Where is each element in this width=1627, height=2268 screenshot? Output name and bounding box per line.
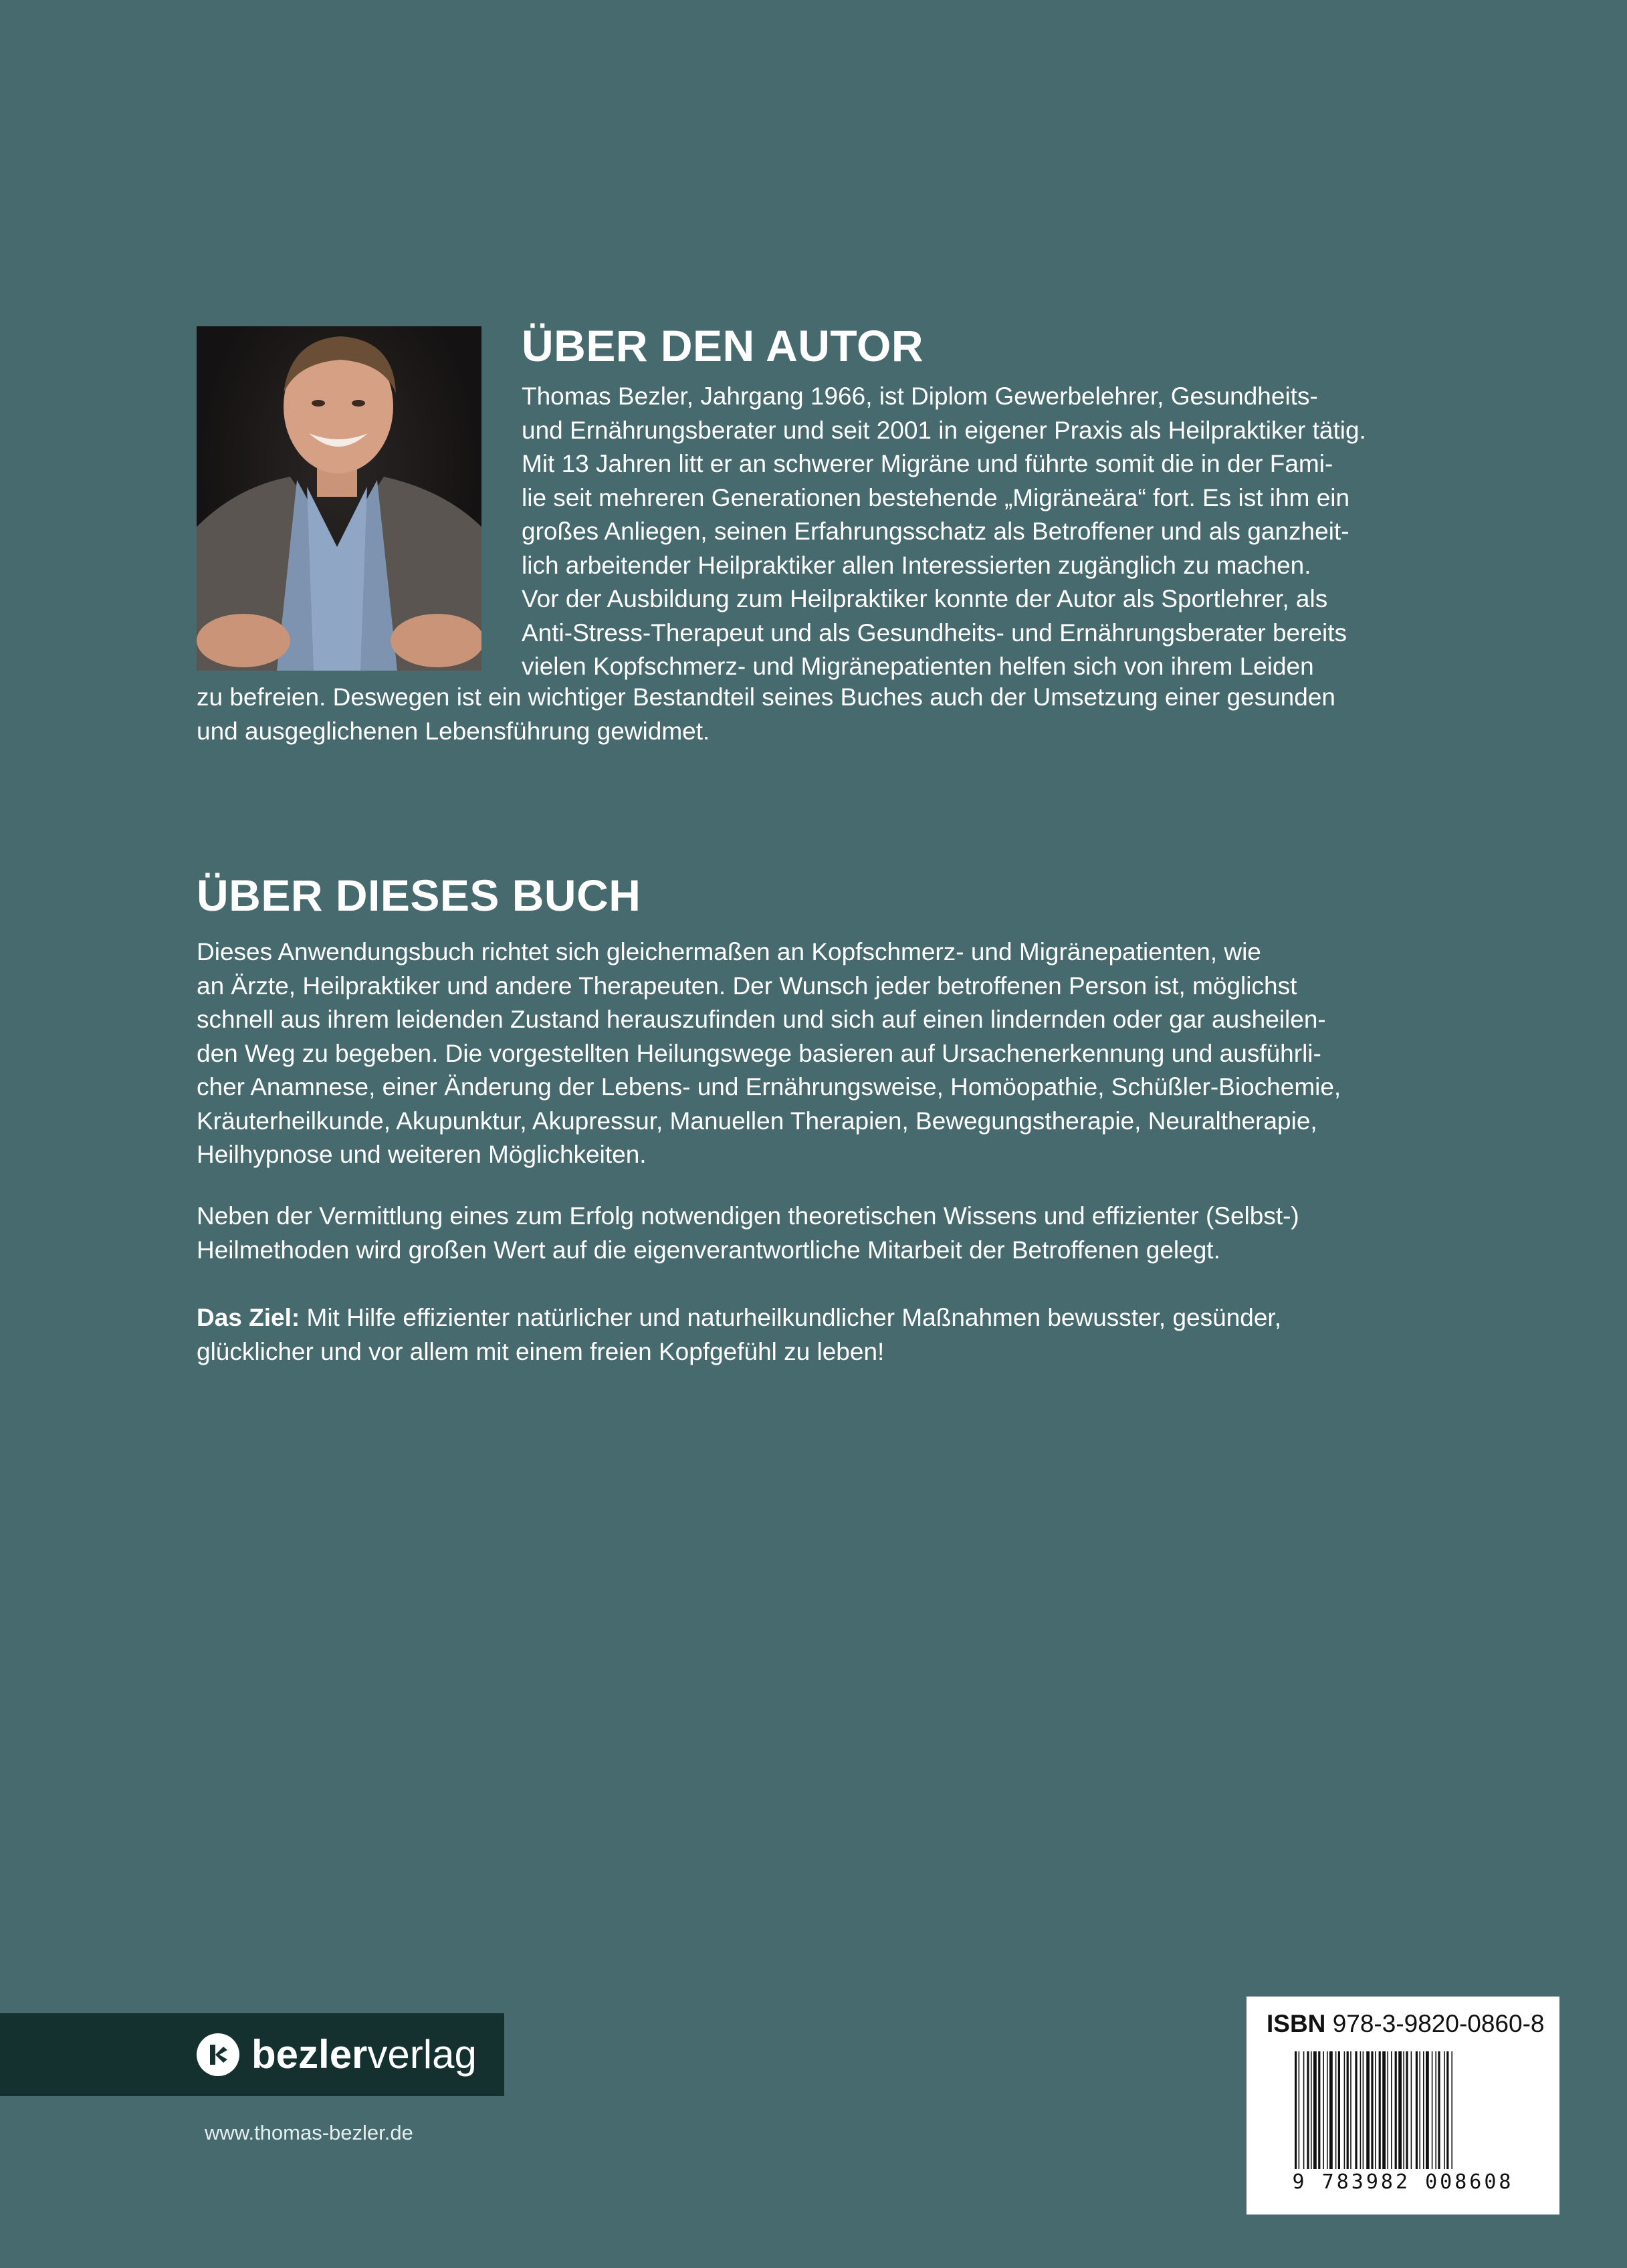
barcode-bar — [1329, 2051, 1333, 2169]
barcode-bar — [1444, 2051, 1445, 2169]
publisher-name — [251, 2032, 477, 2077]
author-line: lie seit mehreren Generationen bestehende „Migräneära“ fort. Es ist ihm ein — [522, 483, 1350, 512]
barcode-bar — [1432, 2051, 1433, 2169]
barcode-bar — [1338, 2051, 1340, 2169]
book-line: an Ärzte, Heilpraktiker und andere Therapeuten. Der Wunsch jeder betroffenen Person ist, möglichst — [197, 972, 1297, 1000]
barcode-bar — [1382, 2051, 1386, 2169]
author-line: vielen Kopfschmerz- und Migränepatienten helfen sich von ihrem Leiden — [522, 653, 1314, 680]
isbn-label — [1267, 2010, 1544, 2038]
isbn-box — [1246, 1997, 1559, 2215]
book-paragraph-1 — [197, 935, 1341, 1172]
author-text — [522, 380, 1366, 684]
barcode-bar — [1403, 2051, 1404, 2169]
barcode-bar — [1366, 2051, 1370, 2169]
barcode-bar — [1371, 2051, 1373, 2169]
author-line: Anti-Stress-Therapeut und als Gesundheits- und Ernährungsberater bereits — [522, 618, 1347, 647]
book-line: den Weg zu begeben. Die vorgestellten Heilungswege basieren auf Ursachenerkennung und ausführli- — [197, 1039, 1321, 1067]
author-line: lich arbeitender Heilpraktiker allen Interessierten zugänglich zu machen. — [522, 551, 1311, 579]
barcode-bar — [1350, 2051, 1351, 2169]
website-url: www.thomas-bezler.de — [205, 2121, 413, 2144]
barcode-bar — [1375, 2051, 1376, 2169]
barcode-bar — [1387, 2051, 1388, 2169]
author-line: Thomas Bezler, Jahrgang 1966, ist Diplom Gewerbelehrer, Gesundheits- — [522, 382, 1318, 410]
book-line: cher Anamnese, einer Änderung der Lebens- und Ernährungsweise, Homöopathie, Schüßler-Biochemie, — [197, 1073, 1341, 1101]
barcode-bar — [1307, 2051, 1309, 2169]
barcode-bar — [1318, 2051, 1320, 2169]
book-heading: ÜBER DIESES BUCH — [197, 871, 641, 920]
author-line: Mit 13 Jahren litt er an schwerer Migräne und führte somit die in der Fami- — [522, 450, 1333, 477]
barcode-bar — [1303, 2051, 1305, 2169]
barcode-bar — [1299, 2051, 1300, 2169]
author-line: und Ernährungsberater und seit 2001 in eigener Praxis als Heilpraktiker tätig. — [522, 416, 1366, 444]
publisher-name-regular: verlag — [367, 2032, 477, 2077]
barcode-bar — [1311, 2051, 1312, 2169]
publisher-name-bold: bezler — [251, 2032, 368, 2077]
goal-label: Das Ziel: — [197, 1304, 300, 1331]
barcode-bar — [1355, 2051, 1357, 2169]
author-text-continued — [197, 681, 1335, 748]
book-line: Heilmethoden wird großen Wert auf die eigenverantwortliche Mitarbeit der Betroffenen gelegt. — [197, 1236, 1220, 1264]
barcode-bar — [1391, 2051, 1392, 2169]
barcode-bar — [1438, 2051, 1440, 2169]
author-line: und ausgeglichenen Lebensführung gewidmet. — [197, 717, 710, 745]
barcode-bar — [1416, 2051, 1418, 2169]
barcode-bar — [1423, 2051, 1424, 2169]
barcode-bar — [1398, 2051, 1402, 2169]
book-line: schnell aus ihrem leidenden Zustand herauszufinden und sich auf einen lindernden oder gar ausheilen- — [197, 1006, 1326, 1033]
author-heading: ÜBER DEN AUTOR — [522, 321, 924, 370]
author-photo — [197, 326, 481, 671]
book-line: Dieses Anwendungsbuch richtet sich gleichermaßen an Kopfschmerz- und Migränepatienten, wie — [197, 938, 1261, 966]
book-goal-paragraph — [197, 1301, 1281, 1369]
barcode-bar — [1379, 2051, 1381, 2169]
author-line: zu befreien. Deswegen ist ein wichtiger Bestandteil seines Buches auch der Umsetzung einer gesunden — [197, 683, 1335, 711]
barcode-bar — [1411, 2051, 1412, 2169]
barcode-digits: 9 783982 008608 — [1292, 2170, 1514, 2194]
isbn-prefix: ISBN — [1267, 2010, 1326, 2037]
barcode-bar — [1395, 2051, 1397, 2169]
barcode-bar — [1363, 2051, 1364, 2169]
author-line: großes Anliegen, seinen Erfahrungsschatz als Betroffener und als ganzheit- — [522, 518, 1349, 545]
barcode-bar — [1335, 2051, 1337, 2169]
barcode-bar — [1295, 2051, 1297, 2169]
barcode-bar — [1344, 2051, 1345, 2169]
barcode-icon — [1295, 2051, 1515, 2169]
barcode-bar — [1347, 2051, 1349, 2169]
book-line: Kräuterheilkunde, Akupunktur, Akupressur, Manuellen Therapien, Bewegungstherapie, Neuraltherapie, — [197, 1107, 1317, 1135]
barcode-bar — [1313, 2051, 1317, 2169]
book-paragraph-2 — [197, 1200, 1299, 1267]
barcode-bar — [1406, 2051, 1408, 2169]
barcode-bar — [1435, 2051, 1436, 2169]
barcode-bar — [1451, 2051, 1452, 2169]
barcode-bar — [1323, 2051, 1324, 2169]
book-line: Heilhypnose und weiteren Möglichkeiten. — [197, 1141, 647, 1168]
author-line: Vor der Ausbildung zum Heilpraktiker konnte der Autor als Sportlehrer, als — [522, 585, 1328, 612]
goal-line-1 — [197, 1301, 1281, 1335]
publisher-bar — [0, 2013, 504, 2096]
book-line: Neben der Vermittlung eines zum Erfolg notwendigen theoretischen Wissens und effizienter (Selbst-) — [197, 1202, 1299, 1230]
isbn-number: 978-3-9820-0860-8 — [1332, 2010, 1545, 2037]
barcode-bar — [1360, 2051, 1362, 2169]
barcode-bar — [1419, 2051, 1420, 2169]
barcode-bar — [1446, 2051, 1448, 2169]
publisher-logo-icon — [197, 2033, 239, 2076]
barcode-bar — [1426, 2051, 1429, 2169]
goal-text: Mit Hilfe effizienter natürlicher und naturheilkundlicher Maßnahmen bewusster, gesünder, — [300, 1304, 1281, 1331]
barcode-bar — [1327, 2051, 1328, 2169]
goal-line-2: glücklicher und vor allem mit einem freien Kopfgefühl zu leben! — [197, 1337, 885, 1365]
